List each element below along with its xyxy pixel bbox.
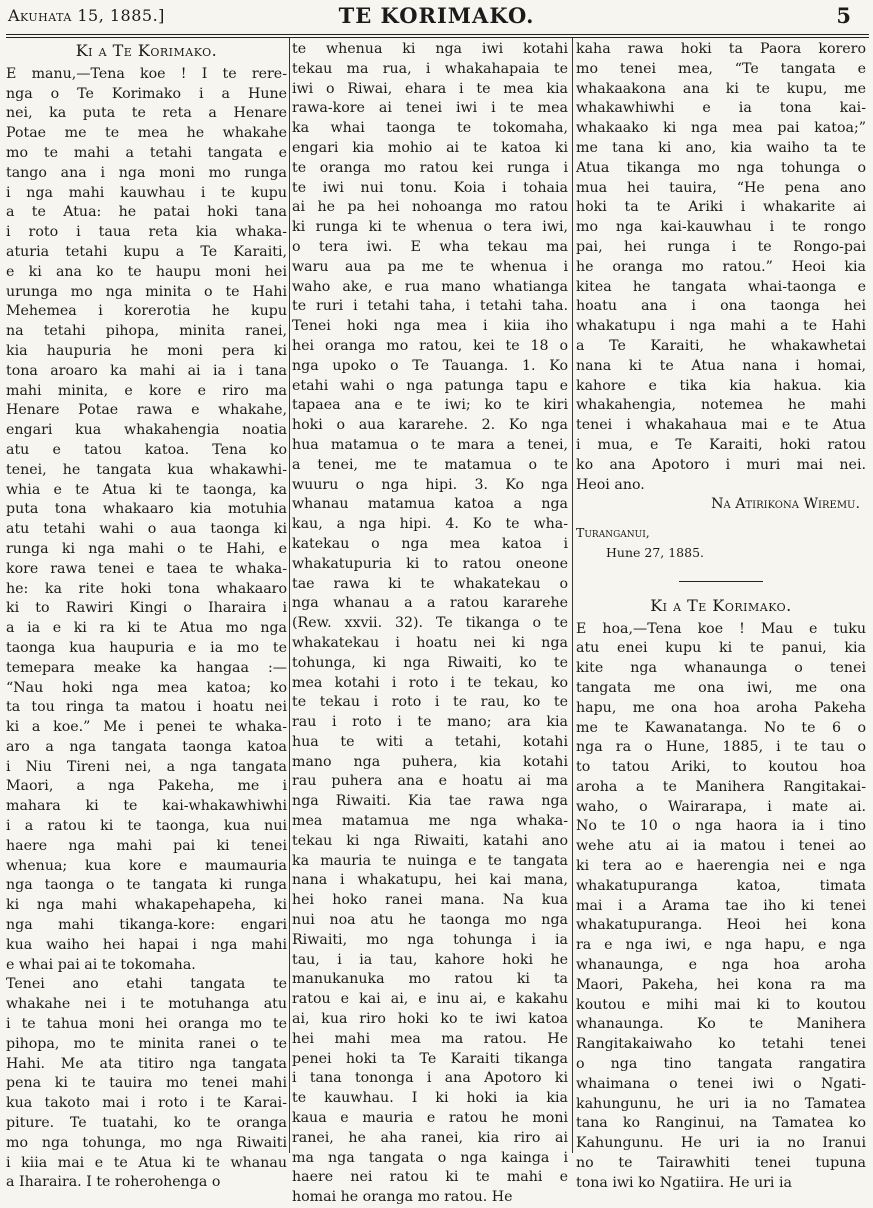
text-line: engari kia mohio ai te katoa ki [292, 139, 568, 156]
text-line: taonga kua haupuria e ia mo te [6, 639, 287, 656]
text-line: homai he oranga mo ratou. He [292, 1189, 513, 1206]
text-line: o nga tino tangata rangatira [576, 1056, 866, 1073]
text-line: hua matamua o te mara a tenei, [292, 436, 568, 453]
text-line: ai he pa hei nohoanga mo ratou [292, 199, 568, 216]
text-line: Heoi ano. [576, 476, 645, 493]
text-line: nana i whakatupu, hei kai mana, [292, 872, 568, 889]
text-line: te iwi nui tonu. Koia i tohaia [292, 179, 568, 196]
text-line: tau, i ia tau, kahore hoki he [292, 951, 568, 968]
text-line: i roto i taua reta kia whaka- [6, 224, 287, 241]
text-line: te ruri i tetahi taha, i tetahi taha. [292, 298, 568, 315]
text-line: whakaakona ana ki te kupu, me [576, 80, 866, 97]
text-line: te kauwhau. I ki hoki ia kia [292, 1090, 568, 1107]
text-line: nga mahi tikanga-kore: engari [6, 917, 287, 934]
text-line: hei hoko ranei mana. Na kua [292, 892, 568, 909]
text-line: he oranga mo ratou.” Heoi kia [576, 258, 866, 275]
text-line: mo te mahi a tetahi tangata e [6, 144, 287, 161]
signature: Na Atirikona Wiremu. [711, 496, 860, 513]
text-line: puta tona whakaaro kia motuhia [6, 501, 287, 518]
text-line: i mua, e Te Karaiti, hoki ratou [576, 436, 866, 453]
text-line: Maori, Pakeha, hei kona ra ma [576, 976, 866, 993]
text-line: whakatupuranga. Heoi hei kona [576, 917, 866, 934]
text-line: ranei, he aha ranei, kia riro ai [292, 1129, 568, 1146]
text-line: tangata me ona iwi, me ona [576, 679, 866, 696]
letter-place: Turanganui, [576, 525, 650, 541]
text-line: tana ko Ranginui, na Tamatea ko [576, 1115, 866, 1132]
text-line: a Te Karaiti, he whakawhetai [576, 337, 866, 354]
text-line: hoki o aua kararehe. 2. Ko nga [292, 417, 568, 434]
text-line: pai, hei runga i te Rongo-pai [576, 238, 866, 255]
text-line: no te Tairawhiti tenei tupuna [576, 1155, 866, 1172]
text-line: to tatou Ariki, to koutou hoa [576, 759, 866, 776]
text-line: nga whanau a a ratou kararehe [292, 595, 568, 612]
column-2 [292, 40, 568, 1206]
text-line: Henare Potae rawa e whakahe, [6, 402, 287, 419]
text-line: whakahengia, notemea he mahi [576, 397, 866, 414]
text-line: kahungunu, he uri ia no Tamatea [576, 1095, 866, 1112]
text-line: ki a koe.” Me i penei te whaka- [6, 719, 287, 736]
text-line: koutou e mihi mai ki to koutou [576, 996, 866, 1013]
text-line: rawa-kore ai tenei iwi i te mea [292, 100, 568, 117]
text-line: (Rew. xxvii. 32). Te tikanga o te [292, 615, 568, 632]
letter-body-continued [292, 40, 568, 1208]
text-line: whakatupuranga katoa, timata [576, 877, 866, 894]
text-line: i nga mahi kauwhau i te kupu [6, 184, 287, 201]
text-line: mua hei tauira, “He pena ano [576, 179, 866, 196]
text-line: waru aua pa me te whenua i [292, 258, 568, 275]
text-line: rau puhera ana e hoatu ai ma [292, 773, 568, 790]
text-line: engari kua whakahengia noatia [6, 422, 287, 439]
text-line: nga taonga o te tangata ki runga [6, 877, 287, 894]
text-line: tekau ki nga Riwaiti, katahi ano [292, 832, 568, 849]
text-line: kite nga whanaunga o tenei [576, 660, 866, 677]
text-line: ta tou ringa ta matou i hoatu nei [6, 699, 287, 716]
text-line: iwi o Riwai, ehara i te mea kia [292, 80, 568, 97]
text-line: whaimana o tenei iwi o Ngati- [576, 1075, 866, 1092]
text-line: Kahungunu. He uri ia no Iranui [576, 1135, 866, 1152]
column-divider [572, 38, 573, 1153]
text-line: mo nga kai-kauwhau i te rongo [576, 219, 866, 236]
text-line: whakatupuria ki to ratou oneone [292, 555, 568, 572]
column-1 [6, 40, 287, 1191]
text-line: nga o Te Korimako i a Hune [6, 85, 287, 102]
text-line: E manu,—Tena koe ! I te rere- [6, 65, 287, 82]
page-number: 5 [836, 3, 851, 28]
text-line: tapaea ana e te iwi; ko te kiri [292, 397, 568, 414]
text-line: i tana tononga i ana Apotoro ki [292, 1070, 568, 1087]
text-line: nui noa atu he taonga mo nga [292, 912, 568, 929]
text-line: a te Atua: he patai hoki tana [6, 204, 287, 221]
text-line: ki tera ao e haerengia nei e nga [576, 858, 866, 875]
text-line: whanau matamua katoa a nga [292, 496, 568, 513]
column-divider [289, 38, 290, 1153]
header-rule [6, 34, 869, 35]
text-line: No te 10 o nga haora ia i tino [576, 818, 866, 835]
text-line: whakahe nei i te motuhanga atu [6, 996, 287, 1013]
text-line: hapu, me ona hoa aroha Pakeha [576, 699, 866, 716]
text-line: Maori, a nga Pakeha, me i [6, 778, 287, 795]
text-line: a tenei, me te matamua o te [292, 456, 568, 473]
text-line: Atua tikanga mo nga tohunga o [576, 159, 866, 176]
text-line: whanaunga, e nga hoa aroha [576, 957, 866, 974]
text-line: manukanuka mo ratou ki ta [292, 971, 568, 988]
text-line: ai, kua riro hoki ko te iwi katoa [292, 1011, 568, 1028]
text-line: etahi wahi o nga patunga tapu e [292, 377, 568, 394]
text-line: atu e tatou katoa. Tena ko [6, 441, 287, 458]
letter-body-continued [576, 40, 866, 495]
text-line: mo tenei mea, “Te tangata e [576, 60, 866, 77]
text-line: e whai pai ai te tokomaha. [6, 956, 196, 973]
letter-heading: Ki a Te Korimako. [75, 41, 218, 60]
text-line: tango ana i nga moni mo runga [6, 164, 287, 181]
text-line: Potae me te mea he whakahe [6, 125, 287, 142]
letter-heading: Ki a Te Korimako. [650, 595, 792, 615]
text-line: tenei i whakahaua mai e te Atua [576, 417, 866, 434]
text-line: katekau o nga mea katoa i [292, 535, 568, 552]
text-line: haere nei ratou ki te mahi e [292, 1169, 568, 1186]
text-line: he: ka rite hoki tona whakaaro [6, 580, 287, 597]
text-line: penei hoki ta Te Karaiti tikanga [292, 1050, 568, 1067]
text-line: pena ki te tauira mo tenei mahi [6, 1075, 287, 1092]
text-line: kaua e mauria e ratou he moni [292, 1110, 568, 1127]
text-line: tohunga, ki nga Riwaiti, ko te [292, 654, 568, 671]
text-line: whenua; kua kore e maumauria [6, 857, 287, 874]
text-line: whanaunga. Ko te Manihera [576, 1016, 866, 1033]
text-line: pihopa, mo te minita ranei o te [6, 1035, 287, 1052]
text-line: haere nga mahi pai ki tenei [6, 837, 287, 854]
text-line: ki to Rawiri Kingi o Iharaira i [6, 600, 287, 617]
text-line: aroha a te Manihera Rangitakai- [576, 778, 866, 795]
text-line: Riwaiti, mo nga tohunga i ia [292, 931, 568, 948]
text-line: ka whai taonga te tokomaha, [292, 120, 568, 137]
letter-body [576, 620, 866, 1194]
text-line: whakatupu i nga mahi a te Hahi [576, 318, 866, 335]
text-line: ka mauria te nuinga e te tangata [292, 852, 568, 869]
text-line: tae rawa ki te whakatekau o [292, 575, 568, 592]
text-line: ki runga ki te whenua o tera iwi, [292, 219, 568, 236]
text-line: ma nga tangata o nga kainga i [292, 1149, 568, 1166]
text-line: kore rawa tenei e taea te whaka- [6, 560, 287, 577]
text-line: Mehemea i korerotia he kupu [6, 303, 287, 320]
text-line: Rangitakaiwaho ko tetahi tenei [576, 1036, 866, 1053]
text-line: nga Riwaiti. Kia tae rawa nga [292, 793, 568, 810]
text-line: hua te witi a tetahi, kotahi [292, 733, 568, 750]
text-line: mai i a Arama tae iho ki tenei [576, 897, 866, 914]
text-line: te whenua ki nga iwi kotahi [292, 41, 568, 57]
text-line: piture. Te tuatahi, ko te oranga [6, 1115, 287, 1132]
text-line: whakawhiwhi e ia tona kai- [576, 100, 866, 117]
text-line: hoatu ana i ona taonga hei [576, 298, 866, 315]
text-line: te tekau i roto i te rau, ko te [292, 694, 568, 711]
text-line: waho, o Wairarapa, i mate ai. [576, 798, 866, 815]
text-line: aro a nga tangata taonga katoa [6, 738, 287, 755]
page-header [0, 0, 873, 34]
text-line: mahara ki te kai-whakawhiwhi [6, 798, 287, 815]
text-line: Hahi. Me ata titiro nga tangata [6, 1055, 287, 1072]
text-line: nei, ka puta te reta a Henare [6, 105, 287, 122]
text-line: wehe atu ai ia matou i tenei ao [576, 838, 866, 855]
text-line: a ia e ki ra ki te Atua mo nga [6, 620, 287, 637]
text-line: ko ana Apotoro i muri mai nei. [576, 456, 866, 473]
text-line: rau i roto i te mano; ara kia [292, 714, 568, 731]
text-line: “Nau hoki nga mea katoa; ko [6, 679, 287, 696]
header-rule-thin [6, 37, 869, 38]
text-line: e ki ana ko te haupu moni hei [6, 263, 287, 280]
letter-body [6, 65, 287, 1193]
text-line: ra e nga iwi, e nga hapu, e nga [576, 937, 866, 954]
text-line: mo nga tohunga, mo nga Riwaiti [6, 1134, 287, 1151]
text-line: a Iharaira. I te roherohenga o [6, 1174, 221, 1191]
text-line: kia haupuria he moni pera ki [6, 342, 287, 359]
text-line: na tetahi pihopa, minita ranei, [6, 323, 287, 340]
text-line: hoki ta te Ariki i whakarite ai [576, 199, 866, 216]
text-line: me te Kawanatanga. No te 6 o [576, 719, 866, 736]
text-line: atu tetahi wahi o aua taonga ki [6, 521, 287, 538]
text-line: wuuru o nga hipi. 3. Ko nga [292, 476, 568, 493]
text-line: E hoa,—Tena koe ! Mau e tuku [576, 620, 866, 637]
text-line: tenei, he tangata kua whakawhi- [6, 461, 287, 478]
text-line: mano nga puhera, kia kotahi [292, 753, 568, 770]
text-line: o tera iwi. E wha tekau ma [292, 238, 568, 255]
text-line: temepara meake ka hangaa :— [6, 659, 287, 676]
text-line: me tana ki ano, kia waiho ta te [576, 139, 866, 156]
text-line: kau, a nga hipi. 4. Ko te wha- [292, 516, 568, 533]
text-line: hei oranga mo ratou, kei te 18 o [292, 337, 568, 354]
text-line: whakatekau i hoatu nei ki nga [292, 634, 568, 651]
issue-date: Akuhata 15, 1885.] [8, 6, 165, 25]
text-line: tekau ma rua, i whakahapaia te [292, 60, 568, 77]
text-line: aturia tetahi kupu a Te Karaiti, [6, 243, 287, 260]
newspaper-title: TE KORIMAKO. [338, 3, 535, 28]
text-line: nga upoko o Te Tauanga. 1. Ko [292, 357, 568, 374]
text-line: kahore e tika kia hakua. kia [576, 377, 866, 394]
text-line: runga ki nga mahi o te Hahi, e [6, 540, 287, 557]
text-line: Tenei hoki nga mea i kiia iho [292, 318, 568, 335]
text-line: mahi minita, e kore e riro ma [6, 382, 287, 399]
text-line: tona iwi ko Ngatiira. He uri ia [576, 1174, 792, 1191]
article-divider [679, 581, 763, 582]
text-line: te oranga mo ratou kei runga i [292, 159, 568, 176]
text-line: waho ake, e rua mano whatianga [292, 278, 568, 295]
text-line: kitea he tangata whai-taonga e [576, 278, 866, 295]
text-line: i a ratou ki te taonga, kua nui [6, 818, 287, 835]
text-line: tona aroaro ka mahi ai ia i tana [6, 362, 287, 379]
text-line: kua waiho hei hapai i nga mahi [6, 936, 287, 953]
text-line: whia e te Atua ki te taonga, ka [6, 481, 287, 498]
text-line: nana ki te Atua nana i homai, [576, 357, 866, 374]
text-line: i kiia mai e te Atua ki te whanau [6, 1154, 287, 1171]
column-3 [576, 40, 866, 1191]
text-line: whakaako ki nga mea pai katoa;” [576, 120, 866, 137]
text-line: kua takoto mai i roto i te Karai- [6, 1095, 287, 1112]
letter-date: Hune 27, 1885. [606, 544, 705, 560]
text-line: atu enei kupu ki te panui, kia [576, 640, 866, 657]
text-line: mea kotahi i roto i te tekau, ko [292, 674, 568, 691]
text-line: nga ra o Hune, 1885, i te tau o [576, 739, 866, 756]
text-line: urunga mo nga minita o te Hahi [6, 283, 287, 300]
text-line: ki nga mahi whakapehapeha, ki [6, 897, 287, 914]
text-line: hei mahi mea ma ratou. He [292, 1030, 568, 1047]
text-line: i Niu Tireni nei, a nga tangata [6, 758, 287, 775]
text-line: ratou e kai ai, e inu ai, e kakahu [292, 991, 568, 1008]
text-line: Tenei ano etahi tangata te [6, 976, 287, 993]
text-line: mea matamua me nga whaka- [292, 813, 568, 830]
text-line: kaha rawa hoki ta Paora korero [576, 41, 866, 57]
text-line: i te tahua moni hei oranga mo te [6, 1016, 287, 1033]
